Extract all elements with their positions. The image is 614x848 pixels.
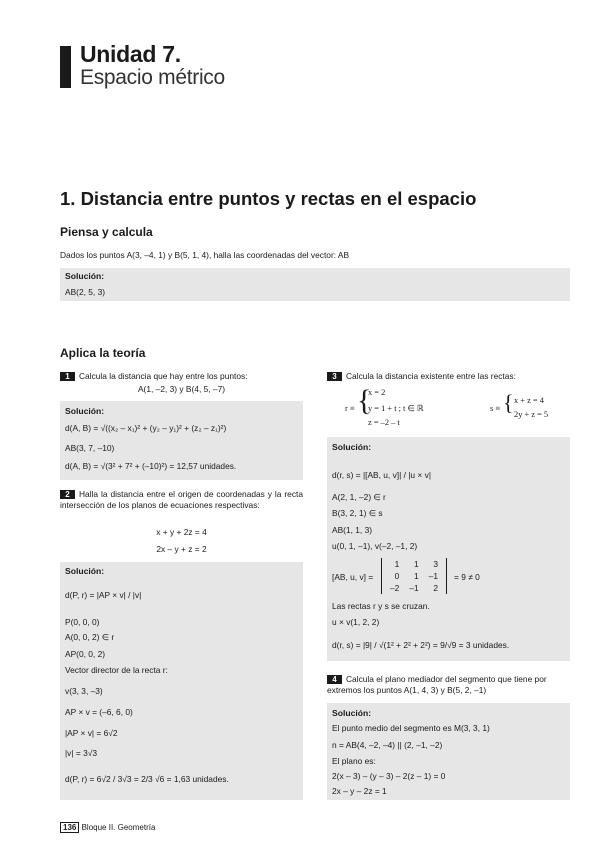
exercise-1-solution-box [60, 401, 303, 480]
unit-subtitle: Espacio métrico [80, 66, 225, 89]
solution-line: |AP × v| = 6√2 [65, 728, 118, 738]
exercise-4-solution-box [327, 703, 570, 800]
matrix-bars [381, 558, 447, 594]
r-line: x = 2 [368, 388, 386, 397]
solution-line: AB(2, 5, 3) [65, 287, 106, 297]
matrix-cell: 3 [433, 559, 438, 569]
solution-label: Solución: [65, 406, 105, 416]
solution-line: d(A, B) = √((x₂ – x₁)² + (y₂ – y₁)² + (z₂ – z₁)²) [65, 423, 227, 433]
exercise-2-eq2: 2x – y + z = 2 [156, 544, 207, 554]
solution-line: El plano es: [332, 756, 376, 766]
solution-line: 2(x – 3) – (y – 3) – 2(z – 1) = 0 [332, 771, 446, 781]
matrix-cell: 1 [413, 571, 419, 581]
r-line: z = –2 – t [368, 418, 400, 427]
solution-line: v(3, 3, –3) [65, 686, 103, 696]
exercise-number: 4 [327, 675, 342, 684]
matrix-cell: 1 [413, 559, 419, 569]
solution-line: B(3, 2, 1) ∈ s [332, 508, 383, 518]
piensa-solution-box [60, 268, 570, 301]
exercise-statement: Calcula la distancia existente entre las rectas: [346, 371, 516, 381]
exercise-number: 2 [60, 490, 75, 499]
exercise-2 [60, 489, 303, 511]
solution-line: AB(1, 1, 3) [332, 525, 373, 535]
exercise-1 [60, 371, 303, 382]
s-line: 2y + z = 5 [514, 410, 549, 419]
solution-line: |v| = 3√3 [65, 748, 97, 758]
solution-line: = 9 ≠ 0 [454, 572, 480, 582]
exercise-1-points: A(1, –2, 3) y B(4, 5, –7) [137, 384, 226, 394]
exercise-number: 1 [60, 372, 75, 381]
piensa-heading: Piensa y calcula [60, 225, 153, 239]
solution-line: [AB, u, v] = [332, 572, 374, 582]
determinant-matrix [381, 558, 447, 597]
s-brace: { [503, 390, 514, 415]
solution-line: Las rectas r y s se cruzan. [332, 601, 430, 611]
unit-title: Unidad 7. [80, 41, 181, 67]
solution-line: d(A, B) = √(3² + 7² + (–10)²) = 12,57 unidades. [65, 461, 237, 471]
footer [60, 822, 155, 833]
matrix-cell: 1 [394, 559, 400, 569]
solution-line: AB(3, 7, –10) [65, 443, 115, 453]
exercise-statement: Calcula la distancia que hay entre los puntos: [79, 371, 248, 381]
exercise-statement: Halla la distancia entre el origen de coordenadas y la recta intersección de los planos de ecuaciones respectivas: [60, 489, 303, 510]
matrix-cell: 2 [433, 583, 438, 593]
exercise-number: 3 [327, 372, 342, 381]
solution-line: AP × v = (–6, 6, 0) [65, 707, 133, 717]
exercise-statement: Calcula el plano mediador del segmento que tiene por extremos los puntos A(1, 4, 3) y B(5, 2, –1) [327, 674, 547, 695]
unit-bar [60, 46, 71, 88]
teoria-heading: Aplica la teoría [60, 346, 146, 360]
matrix-cell: –2 [390, 583, 400, 593]
exercise-3-solution-box [327, 437, 570, 661]
solution-line: d(P, r) = 6√2 / 3√3 = 2/3 √6 = 1,63 unidades. [65, 774, 229, 784]
r-brace: { [357, 384, 372, 417]
solution-label: Solución: [332, 442, 372, 452]
section-title: 1. Distancia entre puntos y rectas en el espacio [60, 188, 477, 209]
r-line: y = 1 + t ; t ∈ ℝ [368, 404, 424, 413]
solution-line: d(r, s) = |9| / √(1² + 2² + 2²) = 9/√9 = 3 unidades. [332, 640, 510, 650]
solution-line: u × v(1, 2, 2) [332, 617, 380, 627]
matrix-cell: –1 [409, 583, 419, 593]
exercise-3 [327, 371, 570, 382]
exercise-2-eq1: x + y + 2z = 4 [156, 527, 207, 537]
solution-line: u(0, 1, –1), v(–2, –1, 2) [332, 541, 418, 551]
matrix-cell: 0 [394, 571, 400, 581]
matrix-table [385, 558, 443, 594]
exercise-2-solution-box [60, 562, 303, 800]
solution-line: P(0, 0, 0) [65, 617, 100, 627]
solution-line: Vector director de la recta r: [65, 665, 168, 675]
solution-line: d(r, s) = |[AB, u, v]| / |u × v| [332, 470, 431, 480]
solution-line: AP(0, 0, 2) [65, 649, 106, 659]
footer-text: Bloque II. Geometría [81, 823, 156, 832]
exercise-4 [327, 674, 570, 696]
solution-line: d(P, r) = |AP × v| / |v| [65, 590, 142, 600]
solution-label: Solución: [65, 566, 105, 576]
solution-line: A(2, 1, –2) ∈ r [332, 492, 386, 502]
page-number: 136 [60, 822, 79, 833]
piensa-statement: Dados los puntos A(3, –4, 1) y B(5, 1, 4), halla las coordenadas del vector: AB [60, 250, 350, 260]
solution-line: n = AB(4, –2, –4) || (2, –1, –2) [332, 740, 443, 750]
matrix-cell: –1 [428, 571, 438, 581]
r-label: r ≡ [345, 404, 355, 413]
s-label: s ≡ [490, 404, 501, 413]
s-line: x + z = 4 [514, 396, 544, 405]
solution-line: El punto medio del segmento es M(3, 3, 1) [332, 723, 490, 733]
solution-line: A(0, 0, 2) ∈ r [65, 632, 115, 642]
solution-label: Solución: [65, 271, 105, 281]
solution-line: 2x – y – 2z = 1 [332, 786, 387, 796]
solution-label: Solución: [332, 708, 372, 718]
